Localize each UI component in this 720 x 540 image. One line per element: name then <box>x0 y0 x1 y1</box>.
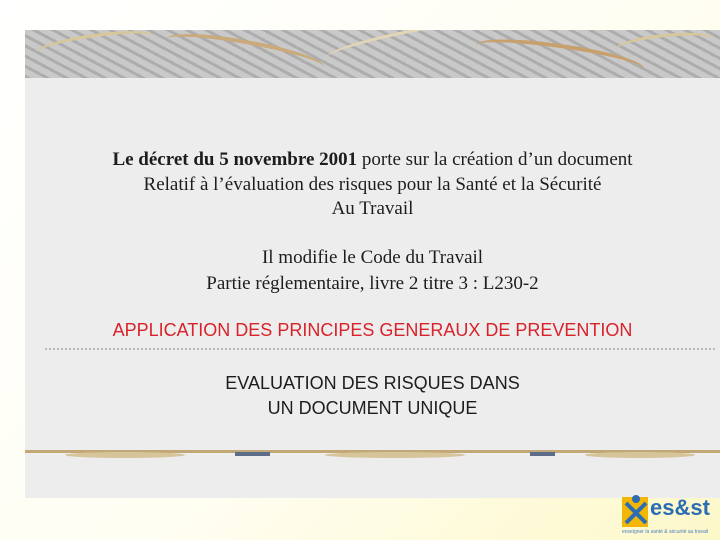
swoosh-decoration <box>585 452 695 458</box>
esst-logo <box>622 493 720 540</box>
logo-tagline: enseigner la santé & sécurité au travail <box>622 529 709 535</box>
bottom-dash <box>235 452 270 456</box>
bottom-dash <box>530 452 555 456</box>
application-heading: APPLICATION DES PRINCIPES GENERAUX DE PREVENTION <box>112 320 633 340</box>
swoosh-decoration <box>474 32 646 78</box>
swoosh-decoration <box>325 452 465 458</box>
evaluation-line: Relatif à l’évaluation des risques pour la Santé et la Sécurité <box>143 174 602 195</box>
swoosh-decoration <box>614 30 716 60</box>
logo-wordmark: es&st <box>650 495 710 520</box>
swoosh-decoration <box>65 452 185 458</box>
decree-date: Le décret du 5 novembre 2001 <box>112 149 358 170</box>
decorative-top-band <box>25 30 720 78</box>
decree-line <box>25 149 720 171</box>
swoosh-decoration <box>164 30 326 78</box>
swoosh-decoration <box>34 30 156 63</box>
decree-text: porte sur la création d’un document <box>357 149 633 170</box>
evaluation-heading-2: UN DOCUMENT UNIQUE <box>267 398 478 418</box>
decorative-bottom-band <box>25 450 720 484</box>
dotted-divider <box>45 348 715 350</box>
swoosh-decoration <box>325 30 476 66</box>
evaluation-heading-1: EVALUATION DES RISQUES DANS <box>225 373 520 393</box>
code-line: Il modifie le Code du Travail <box>261 247 484 268</box>
partie-line: Partie réglementaire, livre 2 titre 3 : L230-2 <box>206 273 539 294</box>
logo-figure-icon <box>622 493 652 529</box>
travail-line: Au Travail <box>331 198 414 219</box>
slide <box>25 30 720 498</box>
